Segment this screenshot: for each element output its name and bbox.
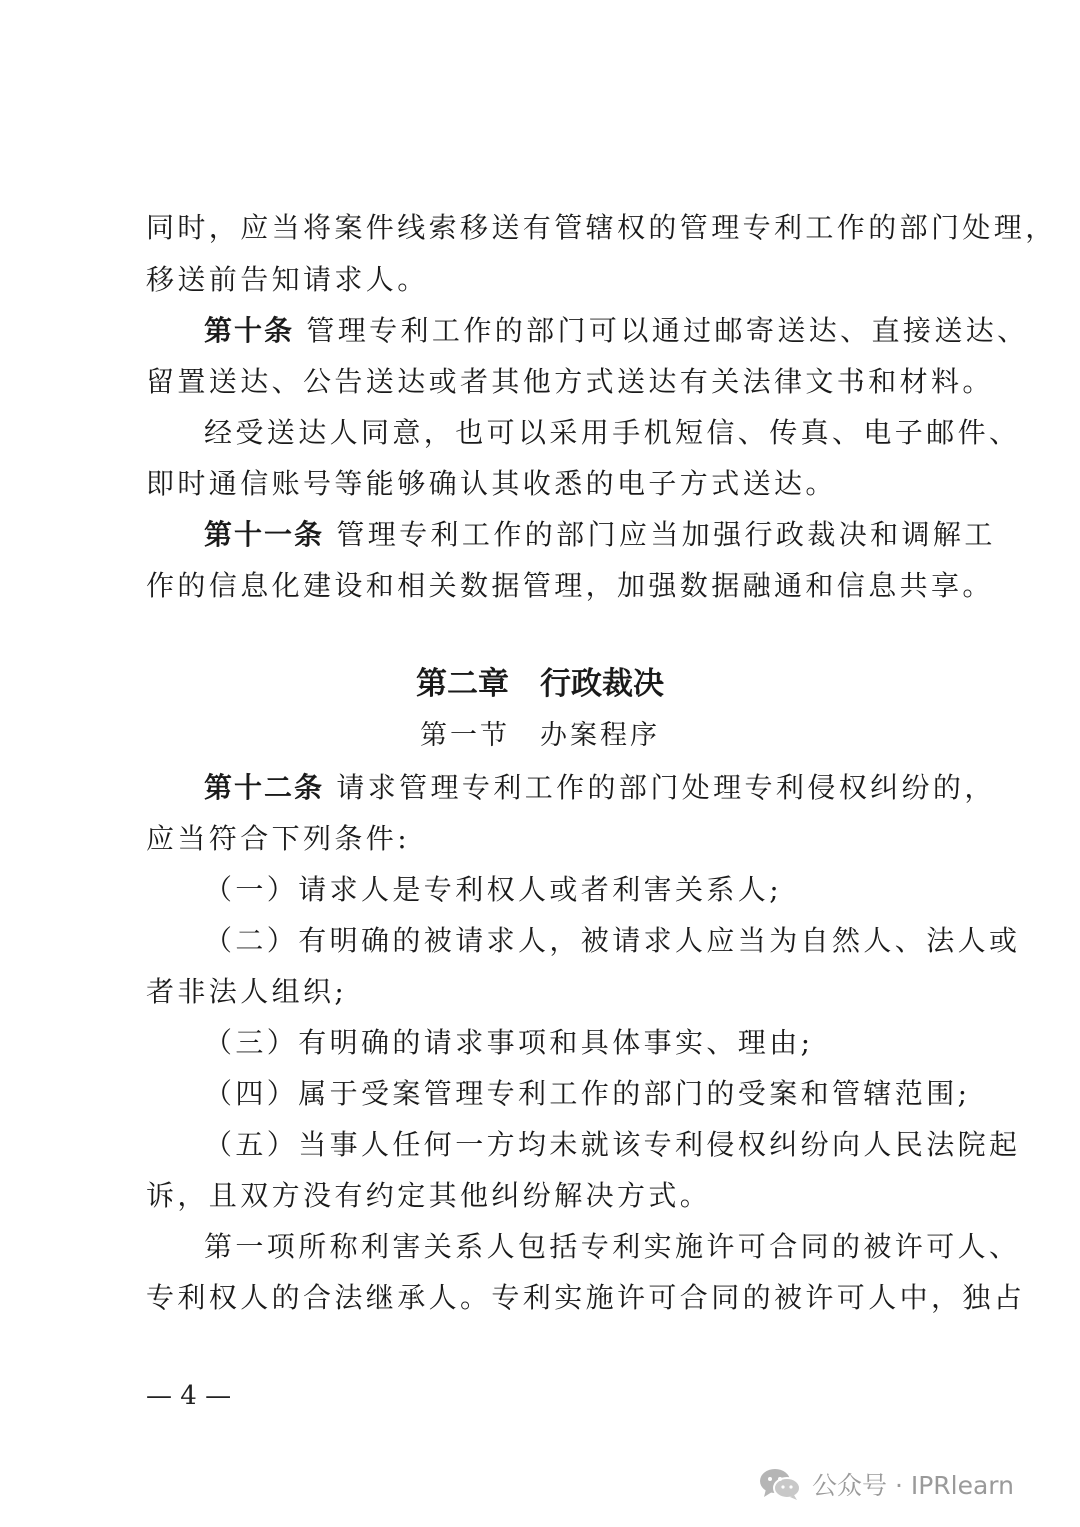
chapter-title: 第二章 行政裁决 [416,666,664,702]
section-title: 第一节 办案程序 [420,720,660,751]
list-item: （二）有明确的被请求人，被请求人应当为自然人、法人或 [204,924,1021,957]
list-item: （一）请求人是专利权人或者利害关系人; [204,873,783,906]
text-line: 留置送达、公告送达或者其他方式送达有关法律文书和材料。 [146,365,994,398]
article-text: 管理专利工作的部门可以通过邮寄送达、直接送达、 [294,314,1029,347]
article-number: 第十二条 [204,771,325,804]
text-line: 者非法人组织; [146,975,348,1008]
article-text: 请求管理专利工作的部门处理专利侵权纠纷的， [324,771,996,804]
watermark-text: 公众号 · IPRlearn [812,1471,1014,1500]
article-text: 管理专利工作的部门应当加强行政裁决和调解工 [324,518,996,551]
text-line: 诉，且双方没有约定其他纠纷解决方式。 [146,1179,712,1212]
text-line: 即时通信账号等能够确认其收悉的电子方式送达。 [146,467,837,500]
list-item: （五）当事人任何一方均未就该专利侵权纠纷向人民法院起 [204,1128,1021,1161]
article-12-line [204,768,996,808]
text-line: 第一项所称利害关系人包括专利实施许可合同的被许可人、 [204,1230,1021,1263]
list-item: （四）属于受案管理专利工作的部门的受案和管辖范围; [204,1077,971,1110]
text-line: 作的信息化建设和相关数据管理，加强数据融通和信息共享。 [146,569,994,602]
article-11-line [204,515,996,555]
list-item: （三）有明确的请求事项和具体事实、理由; [204,1026,814,1059]
watermark [758,1462,1014,1506]
text-line: 经受送达人同意，也可以采用手机短信、传真、电子邮件、 [204,416,1021,449]
page-number: — 4 — [146,1381,232,1411]
article-10-line [204,311,1029,351]
article-number: 第十条 [204,314,295,347]
wechat-icon [758,1467,802,1501]
article-number: 第十一条 [204,518,325,551]
text-line: 应当符合下列条件: [146,822,411,855]
text-line: 专利权人的合法继承人。专利实施许可合同的被许可人中，独占 [146,1281,1026,1314]
text-line: 同时，应当将案件线索移送有管辖权的管理专利工作的部门处理， [146,211,1057,244]
text-line: 移送前告知请求人。 [146,263,429,296]
